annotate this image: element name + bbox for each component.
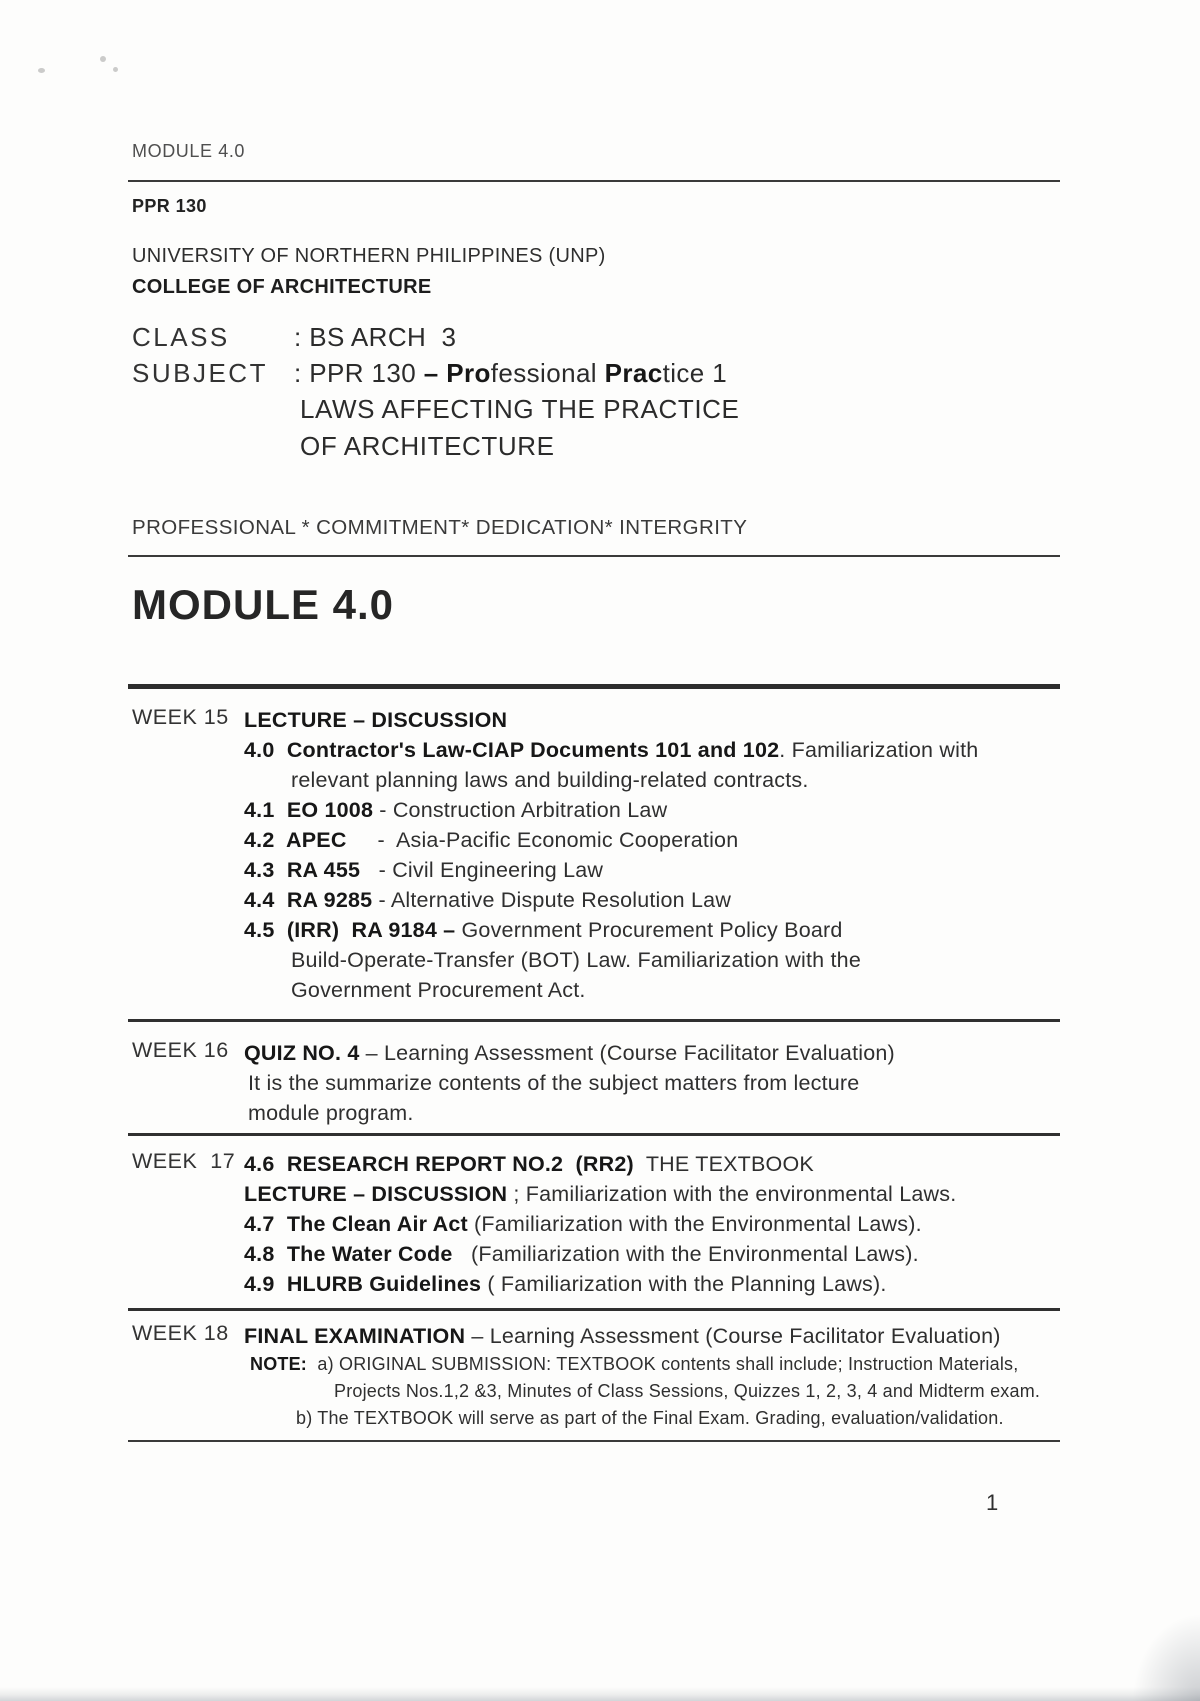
section-lines: [244, 705, 1060, 1005]
scan-corner-smudge: [1130, 1611, 1200, 1701]
schedule-line: [244, 885, 1060, 915]
section-lines: [244, 1038, 1060, 1128]
class-label: CLASS: [132, 322, 230, 352]
text-segment: - Asia-Pacific Economic Cooperation: [346, 828, 739, 852]
text-segment: tice 1: [662, 358, 728, 388]
week-label: WEEK 15: [132, 705, 229, 729]
page-number: 1: [986, 1490, 999, 1515]
text-segment: a) ORIGINAL SUBMISSION: TEXTBOOK contents shall include; Instruction Materials,: [307, 1354, 1019, 1374]
text-segment: It is the summarize contents of the subject matters from lecture: [248, 1071, 860, 1095]
subject-label: SUBJECT: [132, 358, 268, 388]
text-segment: 4.7 The Clean Air Act: [244, 1212, 468, 1236]
text-segment: ( Familiarization with the Planning Laws).: [481, 1272, 887, 1296]
schedule-line: [244, 735, 1060, 765]
text-segment: (Familiarization with the Environmental Laws).: [452, 1242, 919, 1266]
scan-edge-shadow: [0, 1687, 1200, 1701]
text-segment: 4.1 EO 1008: [244, 798, 374, 822]
text-segment: : PPR 130: [294, 358, 424, 388]
text-segment: - Civil Engineering Law: [360, 858, 604, 882]
text-segment: LECTURE – DISCUSSION: [244, 708, 508, 732]
text-segment: 4.4 RA 9285: [244, 888, 373, 912]
text-segment: NOTE:: [250, 1354, 307, 1374]
text-segment: Prac: [604, 358, 663, 388]
divider-rule: [128, 555, 1060, 557]
schedule-line: [244, 1269, 1060, 1299]
week-label: WEEK 16: [132, 1038, 229, 1062]
course-code: PPR 130: [132, 196, 207, 216]
text-segment: Government Procurement Policy Board: [455, 918, 843, 942]
text-segment: b) The TEXTBOOK will serve as part of the Final Exam. Grading, evaluation/validation.: [296, 1408, 1004, 1428]
text-segment: LECTURE – DISCUSSION: [244, 1182, 508, 1206]
schedule-line: [244, 1038, 1060, 1068]
text-segment: 4.5 (IRR) RA 9184 –: [244, 918, 456, 942]
divider-rule: [128, 180, 1060, 182]
schedule-line: [291, 945, 1060, 975]
schedule-section: [128, 1133, 1060, 1308]
text-segment: relevant planning laws and building-related contracts.: [291, 768, 809, 792]
schedule-line: [244, 795, 1060, 825]
college-motto: PROFESSIONAL * COMMITMENT* DEDICATION* INTERGRITY: [132, 516, 748, 539]
schedule-line: [244, 855, 1060, 885]
scan-speck: [38, 68, 45, 73]
text-segment: 4.9 HLURB Guidelines: [244, 1272, 482, 1296]
text-segment: module program.: [248, 1101, 414, 1125]
schedule-line: [244, 1209, 1060, 1239]
schedule-line: [334, 1378, 1060, 1405]
text-segment: 4.3 RA 455: [244, 858, 361, 882]
section-lines: [244, 1321, 1060, 1432]
text-segment: 4.0 Contractor's Law-CIAP Documents 101 and 102: [244, 738, 780, 762]
document-content: [128, 0, 1060, 1516]
text-segment: Projects Nos.1,2 &3, Minutes of Class Sessions, Quizzes 1, 2, 3, 4 and Midterm exam.: [334, 1381, 1041, 1401]
text-segment: fessional: [490, 358, 605, 388]
text-segment: 4.6 RESEARCH REPORT NO.2 (RR2): [244, 1152, 634, 1176]
text-segment: - Construction Arbitration Law: [373, 798, 668, 822]
text-segment: 4.2 APEC: [244, 828, 347, 852]
schedule-section: [128, 1308, 1060, 1440]
class-row: [132, 319, 1060, 355]
college-name: COLLEGE OF ARCHITECTURE: [132, 276, 432, 298]
schedule-line: [244, 705, 1060, 735]
schedule-line: [291, 975, 1060, 1005]
subject-value: [294, 355, 727, 391]
scan-speck: [113, 67, 118, 72]
text-segment: (Familiarization with the Environmental Laws).: [467, 1212, 922, 1236]
schedule-line: [244, 1239, 1060, 1269]
text-segment: THE TEXTBOOK: [633, 1152, 814, 1176]
schedule-line: [248, 1068, 1060, 1098]
schedule-line: [244, 1149, 1060, 1179]
scan-speck: [100, 56, 106, 62]
schedule-line: [244, 915, 1060, 945]
subject-title-line2: LAWS AFFECTING THE PRACTICE: [300, 394, 740, 424]
text-segment: - Alternative Dispute Resolution Law: [372, 888, 732, 912]
text-segment: 4.8 The Water Code: [244, 1242, 453, 1266]
schedule-line: [244, 825, 1060, 855]
section-lines: [244, 1149, 1060, 1299]
schedule-section: [128, 689, 1060, 1019]
text-segment: QUIZ NO. 4: [244, 1041, 360, 1065]
text-segment: – Learning Assessment (Course Facilitator Evaluation): [465, 1324, 1001, 1348]
schedule-line: [291, 765, 1060, 795]
week-label: WEEK 17: [132, 1149, 236, 1173]
schedule-section: [128, 1019, 1060, 1133]
module-title: MODULE 4.0: [132, 581, 395, 628]
schedule-line: [296, 1405, 1060, 1432]
text-segment: Government Procurement Act.: [291, 978, 586, 1002]
subject-row: [132, 355, 1060, 391]
schedule-line: [244, 1179, 1060, 1209]
week-label: WEEK 18: [132, 1321, 229, 1345]
subject-title-line3: OF ARCHITECTURE: [300, 431, 555, 461]
schedule-line: [244, 1321, 1060, 1351]
weekly-schedule: [128, 689, 1060, 1440]
schedule-line: [250, 1351, 1060, 1378]
schedule-line: [248, 1098, 1060, 1128]
text-segment: FINAL EXAMINATION: [244, 1324, 466, 1348]
text-segment: Build-Operate-Transfer (BOT) Law. Familiarization with the: [291, 948, 861, 972]
university-name: UNIVERSITY OF NORTHERN PHILIPPINES (UNP): [132, 245, 606, 267]
divider-rule: [128, 1440, 1060, 1442]
text-segment: – Learning Assessment (Course Facilitator Evaluation): [359, 1041, 895, 1065]
text-segment: . Familiarization with: [779, 738, 979, 762]
text-segment: ; Familiarization with the environmental Laws.: [507, 1182, 957, 1206]
class-value: : BS ARCH 3: [294, 322, 457, 352]
running-header-module-label: MODULE 4.0: [132, 141, 246, 161]
text-segment: – Pro: [423, 358, 491, 388]
